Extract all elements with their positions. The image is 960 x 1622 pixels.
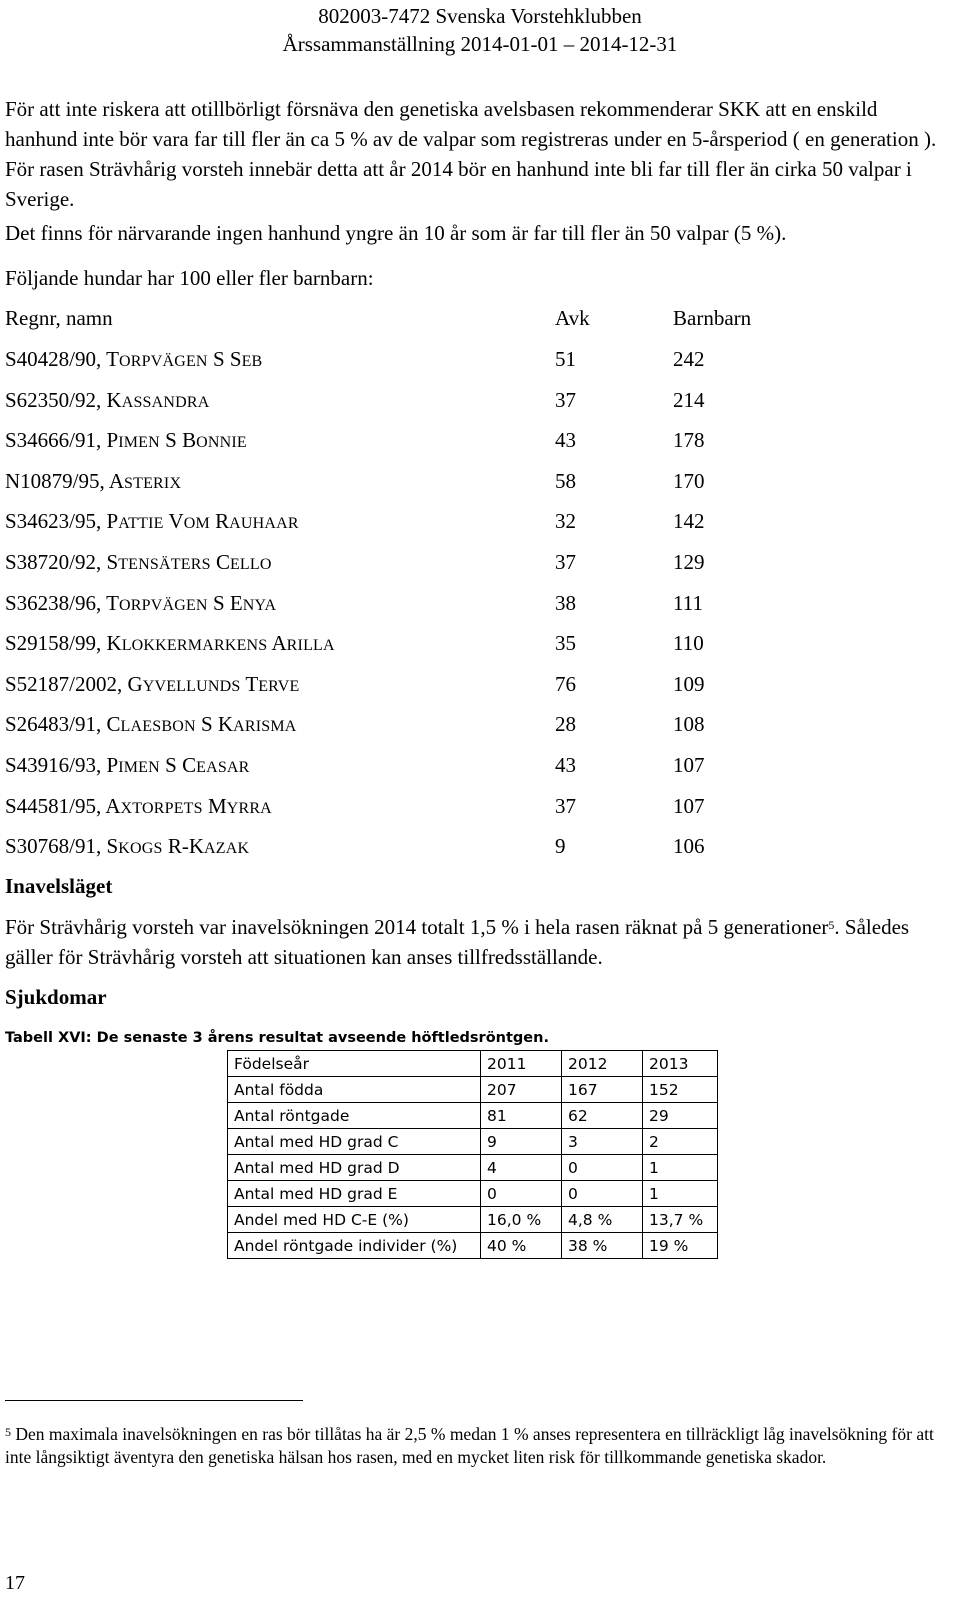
dog-regnr-name — [5, 588, 276, 621]
dog-name: PATTIE VOM RAUHAAR — [106, 509, 299, 533]
table-cell: 16,0 % — [481, 1207, 562, 1233]
dog-barnbarn: 142 — [673, 509, 705, 533]
list-item — [5, 709, 805, 739]
table-cell: 152 — [643, 1077, 718, 1103]
dog-regnr-name — [5, 750, 250, 783]
dog-regnr-name — [5, 425, 247, 458]
table-cell: 1 — [643, 1181, 718, 1207]
dog-barnbarn: 107 — [673, 753, 705, 777]
dog-regnr: S62350/92, — [5, 388, 107, 412]
dog-regnr-name — [5, 466, 181, 499]
table-cell: 2011 — [481, 1051, 562, 1077]
table-cell: 13,7 % — [643, 1207, 718, 1233]
table-cell: 0 — [481, 1181, 562, 1207]
list-header — [5, 303, 805, 333]
footnote — [5, 1423, 935, 1469]
dog-avk: 76 — [555, 672, 576, 696]
dog-regnr-name — [5, 628, 335, 661]
table-cell: 2 — [643, 1129, 718, 1155]
heading-inavelslaget: Inavelsläget — [5, 874, 113, 898]
dog-regnr: S29158/99, — [5, 631, 107, 655]
dog-regnr: S30768/91, — [5, 834, 107, 858]
dog-barnbarn: 129 — [673, 550, 705, 574]
dog-barnbarn: 214 — [673, 388, 705, 412]
table-cell: 19 % — [643, 1233, 718, 1259]
dog-barnbarn: 178 — [673, 428, 705, 452]
list-item — [5, 466, 805, 496]
list-item — [5, 425, 805, 455]
dog-avk: 32 — [555, 509, 576, 533]
dog-regnr-name — [5, 506, 299, 539]
dog-name: CLAESBON S KARISMA — [106, 712, 297, 736]
dog-name: TORPVÄGEN S SEB — [106, 347, 263, 371]
dog-regnr-name — [5, 385, 210, 418]
dog-regnr: S34623/95, — [5, 509, 107, 533]
inavel-text: För Strävhårig vorsteh var inavelsökningen 2014 totalt 1,5 % i hela rasen räknat på 5 generationer — [5, 915, 829, 939]
list-item — [5, 506, 805, 536]
table-row-label: Antal röntgade — [228, 1103, 481, 1129]
dog-avk: 43 — [555, 428, 576, 452]
heading-sjukdomar: Sjukdomar — [5, 985, 107, 1009]
footnote-text: Den maximala inavelsökningen en ras bör tillåtas ha är 2,5 % medan 1 % anses representera en tillräckligt låg inavelsökning för att inte långsiktigt äventyra den genetiska hälsan hos rasen, med en mycket liten risk för tillkommande genetiska skador. — [5, 1424, 934, 1467]
table-cell: 1 — [643, 1155, 718, 1181]
table-row-label: Födelseår — [228, 1051, 481, 1077]
dog-name: TORPVÄGEN S ENYA — [106, 591, 277, 615]
table-row — [228, 1103, 718, 1129]
inavel-text-end: . Således gäller för Strävhårig vorsteh att situationen kan anses tillfredsställande. — [5, 915, 910, 969]
paragraph-barnbarn-intro: Följande hundar har 100 eller fler barnbarn: — [5, 266, 374, 290]
table-cell: 2012 — [562, 1051, 643, 1077]
dog-name: SKOGS R-KAZAK — [106, 834, 250, 858]
dog-regnr-name — [5, 791, 272, 824]
table-cell: 0 — [562, 1181, 643, 1207]
dog-avk: 58 — [555, 469, 576, 493]
table-row — [228, 1077, 718, 1103]
dog-name: AXTORPETS MYRRA — [105, 794, 272, 818]
table-row-label: Antal med HD grad E — [228, 1181, 481, 1207]
dog-barnbarn: 108 — [673, 712, 705, 736]
dog-name: KASSANDRA — [106, 388, 210, 412]
table-row-label: Antal födda — [228, 1077, 481, 1103]
table-cell: 207 — [481, 1077, 562, 1103]
dog-regnr-name — [5, 344, 262, 377]
list-item — [5, 750, 805, 780]
paragraph-inavel — [5, 912, 950, 972]
list-item — [5, 344, 805, 374]
paragraph-hanhund: Det finns för närvarande ingen hanhund yngre än 10 år som är far till fler än 50 valpar (5 %). — [5, 221, 787, 245]
table-row — [228, 1207, 718, 1233]
dog-regnr-name — [5, 831, 249, 864]
dog-avk: 37 — [555, 388, 576, 412]
dog-barnbarn: 106 — [673, 834, 705, 858]
dog-regnr-name — [5, 669, 299, 702]
dog-regnr: S38720/92, — [5, 550, 107, 574]
table-row — [228, 1233, 718, 1259]
header-org: 802003-7472 Svenska Vorstehklubben — [318, 4, 642, 28]
list-item — [5, 628, 805, 658]
dog-name: ASTERIX — [108, 469, 182, 493]
table-cell: 81 — [481, 1103, 562, 1129]
footnote-ref: 5 — [828, 918, 835, 932]
list-item — [5, 588, 805, 618]
dog-barnbarn: 242 — [673, 347, 705, 371]
dog-regnr: S26483/91, — [5, 712, 107, 736]
table-row — [228, 1155, 718, 1181]
dog-avk: 43 — [555, 753, 576, 777]
list-item — [5, 831, 805, 861]
dog-regnr: S40428/90, — [5, 347, 107, 371]
table-row — [228, 1129, 718, 1155]
hd-table — [227, 1050, 718, 1259]
dog-avk: 37 — [555, 550, 576, 574]
dog-avk: 35 — [555, 631, 576, 655]
table-cell: 4 — [481, 1155, 562, 1181]
table-row — [228, 1181, 718, 1207]
paragraph-avelsbas: För att inte riskera att otillbörligt försnäva den genetiska avelsbasen rekommenderar SKK att en enskild hanhund inte bör vara far till fler än ca 5 % av de valpar som registreras under en 5-årsperiod ( en generation ). För rasen Strävhårig vorsteh innebär detta att år 2014 bör en hanhund inte bli far till fler än cirka 50 valpar i Sverige. — [5, 97, 937, 211]
header-period: Årssammanställning 2014-01-01 – 2014-12-31 — [282, 32, 678, 56]
table-cell: 4,8 % — [562, 1207, 643, 1233]
table-cell: 2013 — [643, 1051, 718, 1077]
page-header — [0, 0, 960, 58]
footnote-divider — [5, 1400, 303, 1401]
table-cell: 9 — [481, 1129, 562, 1155]
dog-name: GYVELLUNDS TERVE — [127, 672, 300, 696]
table-header-row — [228, 1051, 718, 1077]
dog-name: STENSÄTERS CELLO — [106, 550, 272, 574]
dog-regnr-name — [5, 547, 272, 580]
dog-avk: 38 — [555, 591, 576, 615]
dog-name: PIMEN S BONNIE — [106, 428, 247, 452]
table-caption: Tabell XVI: De senaste 3 årens resultat avseende höftledsröntgen. — [5, 1030, 549, 1046]
dog-barnbarn: 110 — [673, 631, 704, 655]
dog-regnr: S43916/93, — [5, 753, 107, 777]
dog-regnr: S52187/2002, — [5, 672, 128, 696]
table-row-label: Andel med HD C-E (%) — [228, 1207, 481, 1233]
dog-regnr: N10879/95, — [5, 469, 109, 493]
dog-avk: 9 — [555, 834, 566, 858]
dog-barnbarn: 170 — [673, 469, 705, 493]
table-cell: 62 — [562, 1103, 643, 1129]
dog-barnbarn: 111 — [673, 591, 703, 615]
dog-regnr-name — [5, 709, 297, 742]
list-item — [5, 791, 805, 821]
footnote-number: 5 — [5, 1425, 11, 1439]
list-item — [5, 385, 805, 415]
header-regnr-namn: Regnr, namn — [5, 306, 113, 330]
table-row-label: Andel röntgade individer (%) — [228, 1233, 481, 1259]
table-row-label: Antal med HD grad D — [228, 1155, 481, 1181]
dog-regnr: S44581/95, — [5, 794, 106, 818]
dog-barnbarn: 109 — [673, 672, 705, 696]
table-cell: 29 — [643, 1103, 718, 1129]
header-avk: Avk — [555, 306, 590, 330]
dog-regnr: S36238/96, — [5, 591, 107, 615]
table-cell: 38 % — [562, 1233, 643, 1259]
dog-avk: 37 — [555, 794, 576, 818]
list-item — [5, 669, 805, 699]
dog-name: KLOKKERMARKENS ARILLA — [106, 631, 335, 655]
table-cell: 167 — [562, 1077, 643, 1103]
dog-barnbarn: 107 — [673, 794, 705, 818]
table-cell: 40 % — [481, 1233, 562, 1259]
dog-name: PIMEN S CEASAR — [106, 753, 250, 777]
table-row-label: Antal med HD grad C — [228, 1129, 481, 1155]
page-number: 17 — [5, 1572, 25, 1594]
list-item — [5, 547, 805, 577]
table-cell: 0 — [562, 1155, 643, 1181]
table-cell: 3 — [562, 1129, 643, 1155]
dog-avk: 28 — [555, 712, 576, 736]
dog-regnr: S34666/91, — [5, 428, 107, 452]
dog-avk: 51 — [555, 347, 576, 371]
header-barnbarn: Barnbarn — [673, 306, 752, 330]
